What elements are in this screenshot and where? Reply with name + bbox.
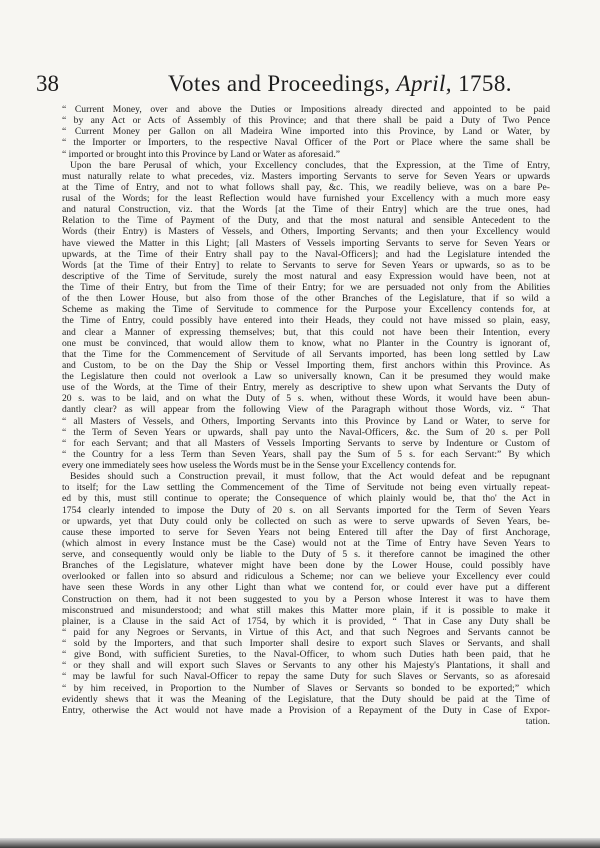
text-line: Besides should such a Construction prevail, it must follow, that the Act would defeat and be repugnant: [70, 471, 550, 483]
text-line: “ by any Act or Acts of Assembly of this Province; and that there shall be paid a Duty of Two Pence: [62, 115, 550, 127]
text-line: at the Time of Entry, and not to what follows shall pay, &c. This, we readily believe, was on a bare Pe-: [62, 181, 550, 193]
text-line: dantly clear? as will appear from the following View of the Paragraph without those Words, viz. “ That: [62, 404, 550, 416]
text-line: or upwards, yet that Duty could only be collected on such as were to serve upwards of Seven Years, be-: [62, 515, 550, 527]
text-line: “ Current Money per Gallon on all Madeira Wine imported into this Province, by Land or Water, by: [62, 126, 550, 138]
text-line: have viewed the Matter in this Light; [all Masters of Vessels importing Servants to serve for Seven Years or: [62, 237, 550, 249]
text-line: tation.: [525, 715, 550, 727]
page-number: 38: [36, 71, 59, 96]
text-line: every one immediately sees how useless the Words must be in the Sense your Excellency contends for.: [62, 460, 457, 471]
text-line: Branches of the Legislature, whatever might have been done by the Lower House, could possibly have: [62, 560, 550, 572]
text-line: Upon the bare Perusal of which, your Excellency concludes, that the Expression, at the Time of Entry,: [70, 159, 550, 171]
text-line: “ or they shall and will export such Slaves or Servants to any other his Majesty's Plantations, it shall and: [62, 660, 550, 672]
running-title-year: 1758.: [458, 71, 512, 96]
text-line: one must be convinced, that would allow them to know, what no Planter in the Country is ignorant of,: [62, 337, 550, 349]
text-line: to itself; for the Law settling the Commencement of the Time of Servitude not being even virtually repeat-: [62, 482, 550, 494]
text-line: and Custom, to be on the Day the Ship or Vessel Importing them, first anchors within this Province. As: [62, 359, 550, 371]
page-header: [36, 70, 556, 98]
text-line: Relation to the Time of Payment of the Duty, and that the most natural and sensible Antecedent to the: [62, 215, 550, 227]
text-line: of the then Lower House, but also from those of the other Branches of the Legislature, that if so wild a: [62, 293, 550, 305]
text-line: “ Current Money, over and above the Duties or Impositions already directed and appointed to be paid: [62, 104, 550, 115]
running-title-main: Votes and Proceedings,: [168, 71, 391, 96]
text-line: rusal of the Words; for the least Reflection would have furnished your Excellency with a much more easy: [62, 193, 550, 204]
text-line: use of the Words, at the Time of their Entry, merely as descriptive to shew upon what Servants the Duty of: [62, 382, 550, 394]
text-line: the Legislature then could not overlook a Law so universally known, Can it be presumed they would make: [62, 371, 550, 382]
text-line: serve, and consequently would only be liable to the Duty of 5 s. it therefore cannot be imagined the other: [62, 549, 550, 560]
text-line: “ for each Servant; and that all Masters of Vessels Importing Servants to serve by Indenture or Custom of: [62, 437, 550, 449]
running-title: [168, 72, 512, 96]
text-line: evidently shews that it was the Meaning of the Legislature, that the Duty should be paid at the Time of: [62, 693, 550, 705]
text-line: must naturally relate to what precedes, viz. Masters importing Servants to serve for Seven Years or upwards: [62, 170, 550, 182]
text-line: the Time of Entry, could possibly have entered into their Heads, they could not have missed so plain, easy,: [62, 315, 550, 327]
text-line: Words (their Entry) is Masters of Vessels, and Others, Importing Servants; and then your Excellency would: [62, 226, 550, 238]
text-line: Entry, otherwise the Act would not have made a Provision of a Repayment of the Duty in Case of Expor-: [62, 704, 550, 716]
text-line: “ by him received, in Proportion to the Number of Slaves or Servants so bonded to be exported;” which: [62, 682, 550, 694]
text-line: “ imported or brought into this Province by Land or Water as aforesaid.”: [62, 148, 340, 160]
text-line: have seen these Words in any other Light than what we contend for, or could ever have put a different: [62, 582, 550, 594]
text-line: and natural Construction, viz. that the Words [at the Time of their Entry] which are the true ones, had: [62, 204, 550, 216]
text-line: Words [at the Time of their Entry] to relate to Servants to serve for Seven Years or upwards, so as to be: [62, 259, 550, 271]
text-line: Construction on them, had it not been suggested to you by a Person whose Interest it was to have them: [62, 593, 550, 605]
body-text: [62, 104, 550, 727]
text-line: “ sold by the Importers, and that such Importer shall desire to export such Slaves or Servants, and shall: [62, 638, 550, 649]
text-line: “ the Term of Seven Years or upwards, shall pay unto the Naval-Officers, &c. the Sum of 20 s. per Poll: [62, 426, 550, 438]
text-line: plainer, is a Clause in the said Act of 1754, by which it is provided, “ That in Case any Duty shall be: [62, 615, 550, 627]
text-line: misconstrued and misunderstood; and what still makes this Matter more plain, if it is possible to make it: [62, 604, 550, 616]
text-line: “ all Masters of Vessels, and Others, Importing Servants into this Province by Land or Water, to serve for: [62, 415, 550, 427]
running-title-month: April,: [396, 71, 452, 96]
text-line: and clear a Manner of expressing themselves; but, that this could not have been their Intention, every: [62, 326, 550, 338]
text-line: that the Time for the Commencement of Servitude of all Servants imported, has been long settled by Law: [62, 348, 550, 360]
text-line: upwards, at the Time of their Entry shall pay to the Naval-Officers]; and had the Legislature intended the: [62, 248, 550, 260]
text-line: cause these imported to serve for Seven Years not being Entered till after the Day of first Anchorage,: [62, 526, 550, 538]
text-line: (which almost in every Instance must be the Case) would not at the Time of Entry have Seven Years to: [62, 537, 550, 549]
text-line: Scheme as making the Time of Servitude to commence for the Purpose your Excellency contends for, at: [62, 304, 550, 316]
text-line: “ paid for any Negroes or Servants, in Virtue of this Act, and that such Negroes and Servants cannot be: [62, 626, 550, 638]
text-line: 1754 clearly intended to impose the Duty of 20 s. on all Servants imported for the Term of Seven Years: [62, 504, 550, 516]
text-line: descriptive of the Time of Servitude, surely the most natural and easy Expression would have been, not at: [62, 270, 550, 282]
text-line: “ give Bond, with sufficient Sureties, to the Naval-Officer, to whom such Duties hath been paid, that he: [62, 649, 550, 661]
text-line: 20 s. was to be laid, and on what the Duty of 5 s. when, without these Words, it would have been abun-: [62, 393, 550, 405]
text-line: “ may be lawful for such Naval-Officer to repay the same Duty for such Slaves or Servants, so as aforesaid: [62, 671, 550, 683]
text-line: ed by this, must still continue to operate; the Consequence of which plainly would be, that tho' the Act in: [62, 493, 550, 505]
text-line: overlooked or fallen into so absurd and ridiculous a Scheme; nor can we believe your Excellency ever could: [62, 571, 550, 583]
text-line: the Time of their Entry, but from the Time of their Entry; for we are persuaded not only from the Abilities: [62, 282, 550, 293]
text-line: “ the Country for a less Term than Seven Years, shall pay the Sum of 5 s. for each Servant:” By which: [62, 448, 550, 460]
text-line: “ the Importer or Importers, to the respective Naval Officer of the Port or Place where the same shall be: [62, 137, 550, 149]
